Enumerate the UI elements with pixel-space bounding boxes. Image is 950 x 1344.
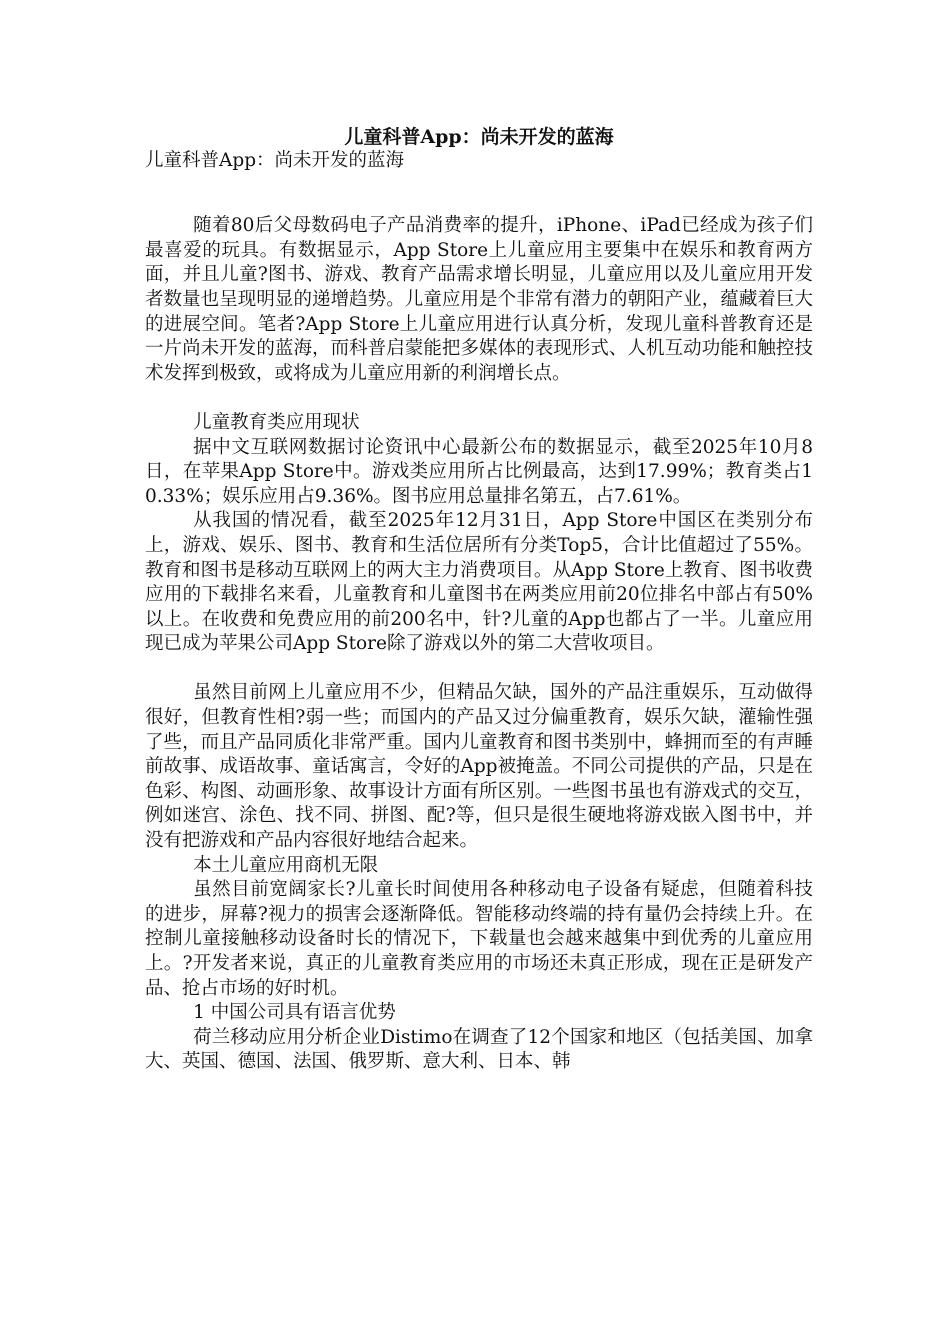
body-paragraph: 虽然目前网上儿童应用不少，但精品欠缺，国外的产品注重娱乐，互动做得很好，但教育性相?弱一些；而国内的产品又过分偏重教育，娱乐欠缺，灌输性强了些，而且产品同质化非常严重。国内儿童教育和图书类别中，蜂拥而至的有声睡前故事、成语故事、童话寓言，令好的App被掩盖。不同公司提供的产品，只是在色彩、构图、动画形象、故事设计方面有所区别。一些图书虽也有游戏式的交互，例如迷宫、涂色、找不同、拼图、配?等，但只是很生硬地将游戏嵌入图书中，并没有把游戏和产品内容很好地结合起来。 [145,682,813,852]
body-paragraph: 虽然目前宽阔家长?儿童长时间使用各种移动电子设备有疑虑，但随着科技的进步，屏幕?视力的损害会逐渐降低。智能移动终端的持有量仍会持续上升。在控制儿童接触移动设备时长的情况下，下载量也会越来越集中到优秀的儿童应用上。?开发者来说，真正的儿童教育类应用的市场还未真正形成，现在正是研发产品、抢占市场的好时机。 [145,879,813,999]
body-paragraph: 荷兰移动应用分析企业Distimo在调查了12个国家和地区（包括美国、加拿大、英国、德国、法国、俄罗斯、意大利、日本、韩 [145,1026,813,1073]
document-subtitle: 儿童科普App：尚未开发的蓝海 [145,150,405,171]
section-heading: 1 中国公司具有语言优势 [193,1002,396,1024]
section-heading: 本土儿童应用商机无限 [193,854,379,876]
spacer [145,198,813,214]
body-paragraph: 据中文互联网数据讨论资讯中心最新公布的数据显示，截至2025年10月8日，在苹果App Store中。游戏类应用所占比例最高，达到17.99%；教育类占10.33%；娱乐应用占9.36%。图书应用总量排名第五，占7.61%。 [145,436,813,507]
spacer [145,174,813,199]
intro-paragraph: 随着80后父母数码电子产品消费率的提升，iPhone、iPad已经成为孩子们最喜爱的玩具。有数据显示，App Store上儿童应用主要集中在娱乐和教育两方面，并且儿童?图书、游戏、教育产品需求增长明显，儿童应用以及儿童应用开发者数量也呈现明显的递增趋势。儿童应用是个非常有潜力的朝阳产业，蕴藏着巨大的进展空间。笔者?App Store上儿童应用进行认真分析，发现儿童科普教育还是一片尚未开发的蓝海，而科普启蒙能把多媒体的表现形式、人机互动功能和触控技术发挥到极致，或将成为儿童应用新的利润增长点。 [145,215,813,384]
body-paragraph: 从我国的情况看，截至2025年12月31日，App Store中国区在类别分布上，游戏、娱乐、图书、教育和生活位居所有分类Top5，合计比值超过了55%。教育和图书是移动互联网上的两大主力消费项目。从App Store上教育、图书收费应用的下载排名来看，儿童教育和儿童图书在两类应用前20位排名中部占有50%以上。在收费和免费应用的前200名中，针?儿童的App也都占了一半。儿童应用现已成为苹果公司App Store除了游戏以外的第二大营收项目。 [145,510,813,655]
document-title: 儿童科普App：尚未开发的蓝海 [344,126,614,148]
spacer [145,657,813,682]
spacer [145,386,813,411]
document-body [145,149,813,1075]
section-heading: 儿童教育类应用现状 [193,411,360,433]
